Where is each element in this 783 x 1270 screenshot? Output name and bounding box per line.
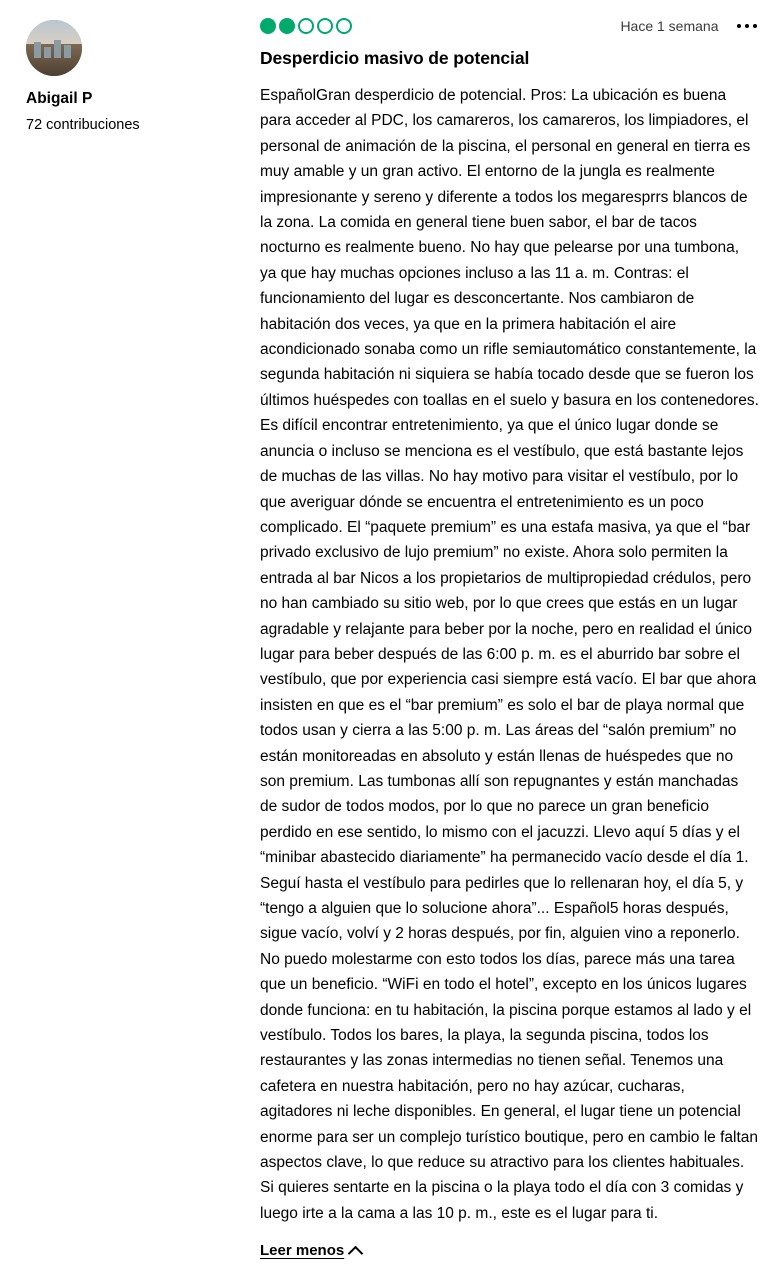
author-name: Abigail P	[26, 90, 93, 107]
avatar-building-4	[64, 45, 71, 58]
chevron-up-icon	[348, 1246, 364, 1262]
rating-bubble-3	[298, 18, 314, 34]
avatar-building-2	[44, 47, 51, 58]
rating-bubble-5	[336, 18, 352, 34]
rating-bubble-1	[260, 18, 276, 34]
review-header-row	[260, 14, 759, 38]
read-less-button[interactable]	[260, 1242, 361, 1259]
more-options-dot-2	[745, 24, 750, 29]
rating-bubbles	[260, 18, 352, 34]
avatar[interactable]	[26, 20, 82, 76]
review-content-column	[260, 14, 763, 1260]
rating-bubble-4	[317, 18, 333, 34]
more-options-icon[interactable]	[735, 20, 760, 33]
review-header-right	[620, 18, 759, 34]
read-less-label: Leer menos	[260, 1242, 345, 1260]
review-date: Hace 1 semana	[620, 18, 719, 34]
review-body: EspañolGran desperdicio de potencial. Pros: La ubicación es buena para acceder al PDC, los camareros, los camareros, los limpiadores, el personal de animación de la piscina, el personal en general en tierra es muy amable y un gran activo. El entorno de la jungla es realmente impresionante y sereno y diferente a todos los megaresprrs blancos de la zona. La comida en general tiene buen sabor, el bar de tacos nocturno es realmente bueno. No hay que pelearse por una tumbona, ya que hay muchas opciones incluso a las 11 a. m. Contras: el funcionamiento del lugar es desconcertante. Nos cambiaron de habitación dos veces, ya que en la primera habitación el aire acondicionado sonaba como un rifle semiautomático constantemente, la segunda habitación ni siquiera se había tocado desde que se fueron los últimos huéspedes con toallas en el suelo y basura en los contenedores. Es difícil encontrar entretenimiento, ya que el único lugar donde se anuncia o incluso se menciona es el vestíbulo, que está bastante lejos de muchas de las villas. No hay motivo para visitar el vestíbulo, por lo que averiguar dónde se encuentra el entretenimiento es un poco complicado. El “paquete premium” es una estafa masiva, ya que el “bar privado exclusivo de lujo premium” no existe. Ahora solo permiten la entrada al bar Nicos a los propietarios de multipropiedad crédulos, pero no han cambiado su sitio web, por lo que crees que estás en un lugar agradable y relajante para beber por la noche, pero en realidad el único lugar para beber después de las 6:00 p. m. es el aburrido bar sobre el vestíbulo, que por experiencia casi siempre está vacío. El bar que ahora insisten en que es el “bar premium” es solo el bar de playa normal que todos usan y cierra a las 5:00 p. m. Las áreas del “salón premium” no están monitoreadas en absoluto y están llenas de huéspedes que no son premium. Las tumbonas allí son repugnantes y están manchadas de sudor de todos modos, por lo que no parece un gran beneficio perdido en ese sentido, lo mismo con el jacuzzi. Llevo aquí 5 días y el “minibar abastecido diariamente” ha permanecido vacío desde el día 1. Seguí hasta el vestíbulo para pedirles que lo rellenaran hoy, el día 5, y “tengo a alguien que lo solucione ahora”... Español5 horas después, sigue vacío, volví y 2 horas después, por fin, alguien vino a reponerlo. No puedo molestarme con esto todos los días, parece más una tarea que un beneficio. “WiFi en todo el hotel”, excepto en los únicos lugares donde funciona: en tu habitación, la piscina porque estamos al lado y el vestíbulo. Todos los bares, la playa, la segunda piscina, todos los restaurantes y las zonas intermedias no tienen señal. Tenemos una cafetera en nuestra habitación, pero no hay azúcar, cucharas, agitadores ni leche disponibles. En general, el lugar tiene un potencial enorme para ser un complejo turístico boutique, pero en cambio le faltan aspectos clave, lo que reduce su atractivo para los clientes habituales. Si quieres sentarte en la piscina o la playa todo el día con 3 comidas y luego irte a la cama a las 10 p. m., este es el lugar para ti.	[260, 87, 759, 1222]
more-options-dot-1	[737, 24, 742, 29]
avatar-building-3	[54, 40, 61, 58]
rating-bubble-2	[279, 18, 295, 34]
review-title: Desperdicio masivo de potencial	[260, 48, 530, 68]
avatar-building-1	[34, 42, 41, 58]
author-contributions: 72 contribuciones	[26, 116, 140, 133]
more-options-dot-3	[753, 24, 758, 29]
review-author-column	[20, 14, 260, 134]
